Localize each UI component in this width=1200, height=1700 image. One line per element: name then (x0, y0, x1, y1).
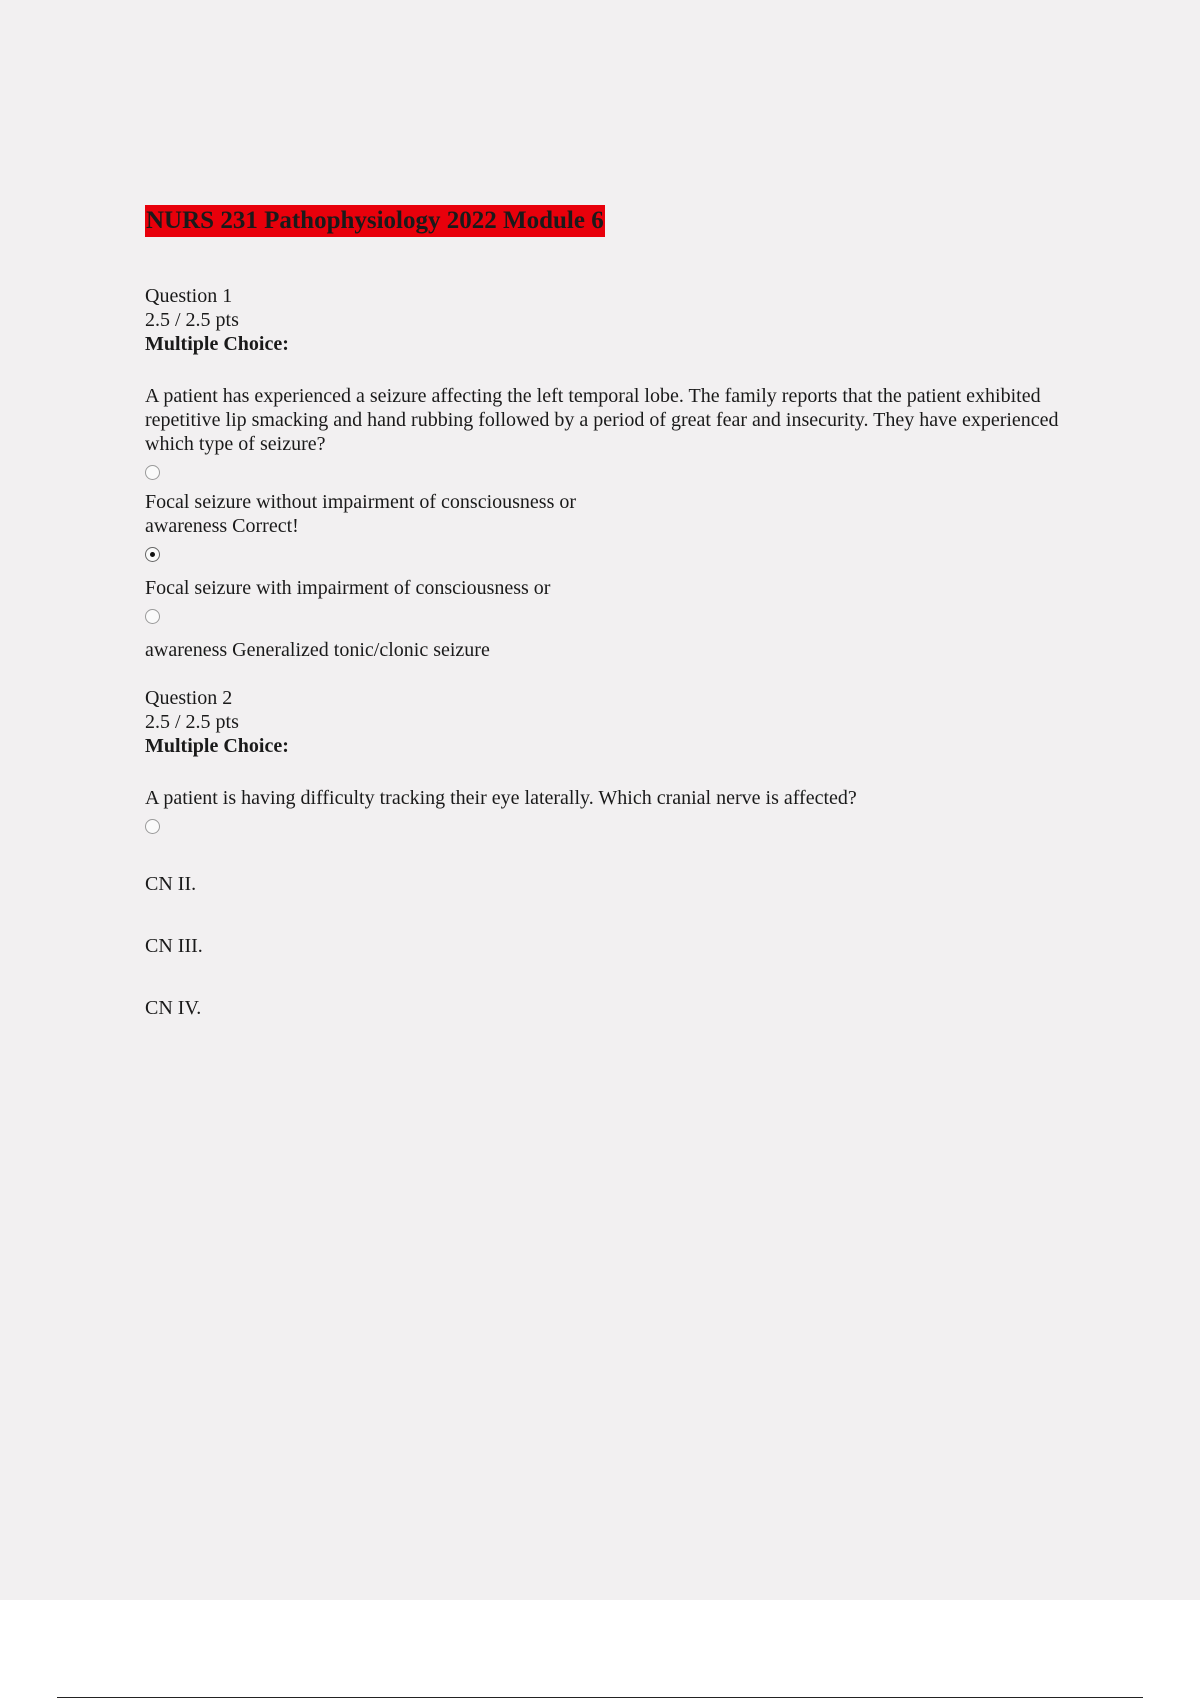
option-3-label: CN IV. (145, 997, 202, 1019)
question-type: Multiple Choice: (145, 735, 289, 757)
option-1-label: CN II. (145, 873, 197, 895)
footer-divider (57, 1697, 1143, 1698)
question-text: A patient is having difficulty tracking their eye laterally. Which cranial nerve is affected? (145, 787, 857, 809)
question-points: 2.5 / 2.5 pts (145, 309, 239, 331)
question-text: A patient has experienced a seizure affecting the left temporal lobe. The family reports that the patient exhibited repetitive lip smacking and hand rubbing followed by a period of great fear and insecurity. They have experienced which type of seizure? (145, 385, 1059, 455)
option-1-radio[interactable] (145, 465, 160, 480)
option-3-radio[interactable] (145, 609, 160, 624)
question-number: Question 2 (145, 687, 233, 709)
option-3-label: awareness Generalized tonic/clonic seizure (145, 639, 490, 661)
question-number: Question 1 (145, 285, 233, 307)
option-2-radio-selected[interactable] (145, 547, 160, 562)
option-1-radio[interactable] (145, 819, 160, 834)
option-1-label: Focal seizure without impairment of consciousness or awareness Correct! (145, 491, 577, 537)
document-content (145, 205, 1075, 1020)
question-1 (145, 284, 1075, 662)
question-points: 2.5 / 2.5 pts (145, 711, 239, 733)
question-2 (145, 686, 1075, 1020)
option-2-label: CN III. (145, 935, 203, 957)
option-2-label: Focal seizure with impairment of consciousness or (145, 577, 551, 599)
question-type: Multiple Choice: (145, 333, 289, 355)
document-title: NURS 231 Pathophysiology 2022 Module 6 (145, 205, 605, 237)
